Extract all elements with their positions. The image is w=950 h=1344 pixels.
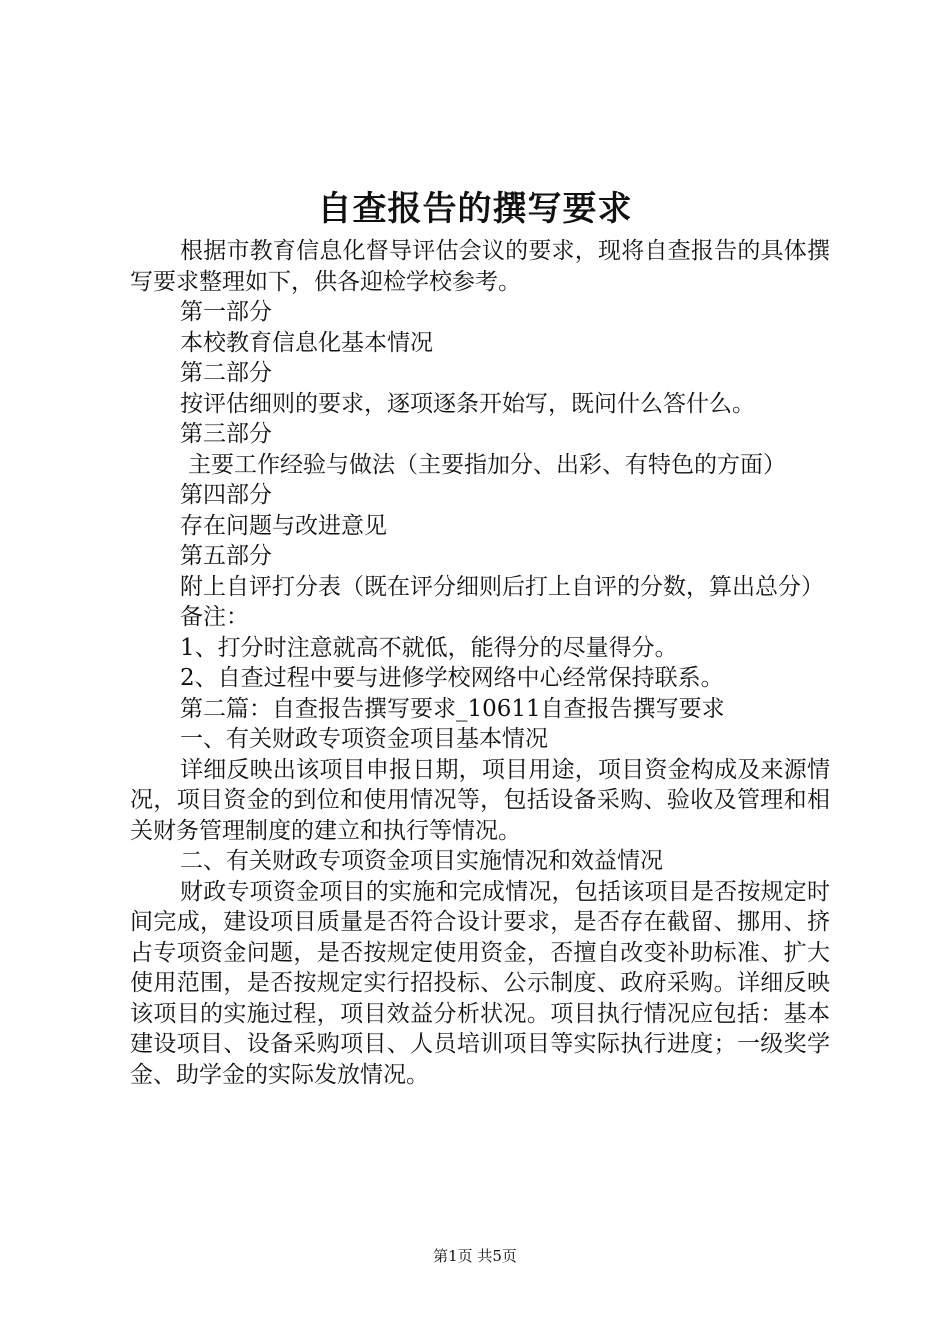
page-footer: 第1页 共5页 <box>433 1247 517 1265</box>
section-heading-part-4: 第四部分 <box>180 482 272 508</box>
document-body <box>130 236 830 1090</box>
paragraph-part-2: 按评估细则的要求，逐项逐条开始写，既问什么答什么。 <box>180 390 755 417</box>
section-heading-part-2: 第二部分 <box>180 360 272 386</box>
paragraph-part-4: 存在问题与改进意见 <box>180 512 387 539</box>
subheading-basic-info: 一、有关财政专项资金项目基本情况 <box>180 726 548 752</box>
paragraph-intro: 根据市教育信息化督导评估会议的要求，现将自查报告的具体撰写要求整理如下，供各迎检学校参考。 <box>130 238 830 295</box>
section-heading-part-3: 第三部分 <box>180 421 272 447</box>
section-heading-part-5: 第五部分 <box>180 543 272 569</box>
second-article-heading: 第二篇：自查报告撰写要求_10611自查报告撰写要求 <box>180 695 725 722</box>
paragraph-implementation: 财政专项资金项目的实施和完成情况，包括该项目是否按规定时间完成，建设项目质量是否符合设计要求，是否存在截留、挪用、挤占专项资金问题，是否按规定使用资金，否擅自改变补助标准、扩大使用范围，是否按规定实行招投标、公示制度、政府采购。详细反映该项目的实施过程，项目效益分析状况。项目执行情况应包括：基本建设项目、设备采购项目、人员培训项目等实际执行进度；一级奖学金、助学金的实际发放情况。 <box>130 878 830 1088</box>
note-heading: 备注： <box>180 604 249 630</box>
paragraph-part-1: 本校教育信息化基本情况 <box>180 329 433 356</box>
paragraph-part-3: 主要工作经验与做法（主要指加分、出彩、有特色的方面） <box>188 451 786 478</box>
section-heading-part-1: 第一部分 <box>180 299 272 325</box>
subheading-implementation: 二、有关财政专项资金项目实施情况和效益情况 <box>180 848 663 874</box>
paragraph-part-5: 附上自评打分表（既在评分细则后打上自评的分数，算出总分） <box>180 573 824 600</box>
note-item-2: 2、自查过程中要与进修学校网络中心经常保持联系。 <box>180 665 724 691</box>
paragraph-basic-info: 详细反映出该项目申报日期，项目用途，项目资金构成及来源情况，项目资金的到位和使用情况等，包括设备采购、验收及管理和相关财务管理制度的建立和执行等情况。 <box>130 756 830 844</box>
note-item-1: 1、打分时注意就高不就低，能得分的尽量得分。 <box>180 634 678 661</box>
document-title: 自查报告的撰写要求 <box>317 189 633 229</box>
